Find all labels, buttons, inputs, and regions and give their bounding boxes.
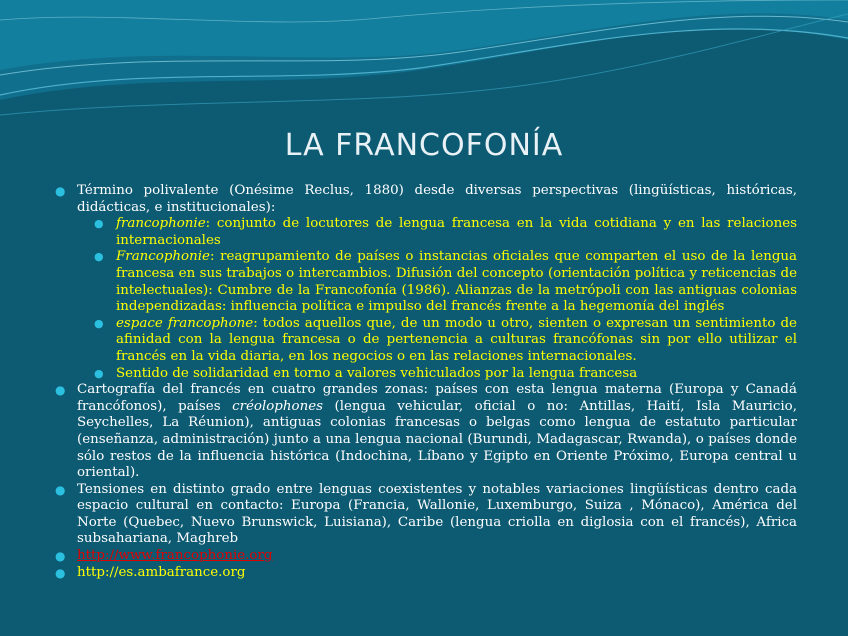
bullet-icon: ●: [94, 217, 104, 231]
bullet-icon: ●: [55, 383, 66, 398]
bullet-icon: ●: [55, 565, 66, 580]
list-item: ● Sentido de solidaridad en torno a valores vehiculados por la lengua francesa: [94, 365, 638, 381]
term: francophonie: [116, 216, 206, 232]
bullet-icon: ●: [55, 184, 66, 198]
term: Francophonie: [116, 249, 210, 265]
bullet-icon: ●: [94, 366, 104, 380]
list-item: ● francophonie: conjunto de locutores de lengua francesa en la vida cotidiana y en las relaciones internacionales: [94, 216, 797, 248]
term: créolophones: [232, 398, 323, 414]
list-item: ● Cartografía del francés en cuatro grandes zonas: países con esta lengua materna (Europa y Canadá francófonos), países créolophones (lengua vehicular, oficial o no: Antillas, Haití, Isla Mauricio, Seychelles, La Réunion), antiguas colonias francesas o belgas como lengua de estatuto particular (enseñanza, administración) junto a una lengua nacional (Burundi, Madagascar, Rwanda), o países donde sólo restos de la influencia histórica (Indochina, Líbano y Egipto en Oriente Próximo, Europa central u oriental).: [55, 382, 797, 481]
ambafrance-link[interactable]: http://es.ambafrance.org: [77, 564, 246, 580]
bullet-icon: ●: [55, 482, 66, 497]
list-item: ● Tensiones en distinto grado entre lenguas coexistentes y notables variaciones lingüísticas dentro cada espacio cultural en contacto: Europa (Francia, Wallonie, Luxemburgo, Suiza , Mónaco), América del Norte (Quebec, Nuevo Brunswick, Luisiana), Caribe (lengua criolla en diglosia con el francés), Africa subsahariana, Maghreb: [55, 481, 797, 547]
bullet-icon: ●: [94, 250, 104, 264]
francophonie-link[interactable]: http://www.francophonie.org: [77, 548, 273, 564]
bullet-icon: ●: [94, 316, 104, 330]
list-item: ● Término polivalente (Onésime Reclus, 1880) desde diversas perspectivas (lingüísticas, históricas, didácticas, e institucionales):: [55, 183, 797, 215]
list-item: ● espace francophone: todos aquellos que, de un modo u otro, sienten o expresan un sentimiento de afinidad con la lengua francesa o de pertenencia a culturas francófonas sin por ello utilizar el francés en la vida diaria, en los negocios o en las relaciones internacionales.: [94, 315, 797, 364]
list-item: [55, 565, 797, 582]
slide-body: [55, 183, 797, 581]
bullet-icon: ●: [55, 549, 66, 564]
slide-title: LA FRANCOFONÍA: [284, 128, 564, 163]
term: espace francophone: [116, 315, 254, 331]
list-item: ● Francophonie: reagrupamiento de países o instancias oficiales que comparten el uso de la lengua francesa en sus trabajos o intercambios. Difusión del concepto (orientación política y reticencias de intelectuales): Cumbre de la Francofonía (1986). Alianzas de la metrópoli con las antiguas colonias independizadas: influencia política e impulso del francés frente a la hegemonía del inglés: [94, 249, 797, 315]
bullet-list: [55, 183, 797, 581]
list-item: [55, 548, 797, 565]
